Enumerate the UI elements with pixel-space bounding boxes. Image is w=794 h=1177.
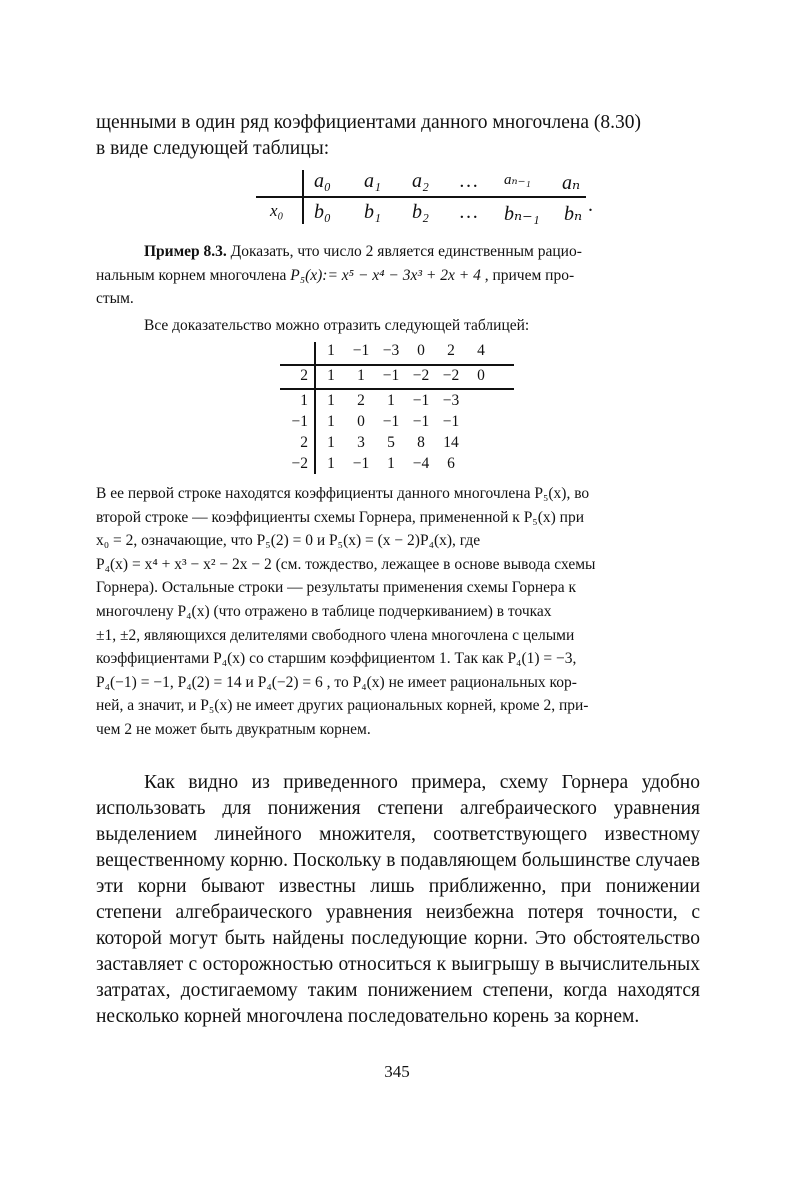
horner-cell: 5 <box>387 434 395 451</box>
scheme-bottom-2: b₂ <box>412 201 429 223</box>
horner-header-cell: −1 <box>352 342 370 359</box>
horner-row-point: −2 <box>291 455 308 472</box>
horner-cell: 1 <box>327 434 335 451</box>
horner-cell: 1 <box>387 455 395 472</box>
horner-cell: 3 <box>357 434 365 451</box>
horner-rule-header <box>280 364 514 366</box>
example-text-3: , причем про- <box>480 266 575 284</box>
page-number: 345 <box>384 1062 410 1081</box>
example-paragraph <box>96 240 700 311</box>
example-text-2: нальным корнем многочлена <box>96 266 291 284</box>
horner-cell: −4 <box>412 455 430 472</box>
scheme-top-2: a₂ <box>412 170 429 192</box>
horner-cell: −2 <box>412 367 430 384</box>
intro-paragraph <box>96 110 700 162</box>
horner-cell: 1 <box>357 367 365 384</box>
horner-row-point: 2 <box>300 367 308 384</box>
horner-cell: 6 <box>447 455 455 472</box>
explanation-line: ±1, ±2, являющихся делителями свободного члена многочлена с целыми <box>96 626 575 644</box>
horner-cell: 0 <box>357 413 365 430</box>
horner-cell: −1 <box>382 367 400 384</box>
intro-line-2: в виде следующей таблицы: <box>96 138 330 159</box>
scheme-bottom-4: bₙ₋₁ <box>504 203 540 225</box>
horner-cell: −1 <box>412 392 430 409</box>
explanation-paragraph <box>96 482 700 742</box>
horner-cell: 1 <box>327 455 335 472</box>
horner-cell: −1 <box>382 413 400 430</box>
horner-rule-first-row <box>280 388 514 390</box>
explanation-line: ней, а значит, и P₅(x) не имеет других рациональных корней, кроме 2, при- <box>96 697 589 715</box>
scheme-top-1: a₁ <box>364 170 381 192</box>
scheme-top-5: aₙ <box>562 172 581 194</box>
explanation-line: В ее первой строке находятся коэффициенты данного многочлена P₅(x), во <box>96 485 590 502</box>
scheme-bottom-3: … <box>460 201 478 223</box>
conclusion-paragraph <box>96 770 700 1030</box>
example-text-4: стым. <box>96 290 134 308</box>
conclusion-text: Как видно из приведенного примера, схему Горнера удобно использовать для понижения степени алгебраического уравнения выделением линейного множителя, соответствующего известному вещественному корню. Поскольку в подавляющем большинстве случаев эти корни бывают известны лишь приближенно, при понижении степени алгебраического уравнения неизбежна потеря точности, с которой могут быть найдены последующие корни. Это обстоятельство заставляет с осторожностью относиться к выигрышу в вычислительных затратах, достигаемому таким понижением степени, когда находятся несколько корней многочлена последовательно корень за корнем. <box>96 772 700 1027</box>
horner-cell: 2 <box>357 392 365 409</box>
scheme-horizontal-rule <box>256 196 586 198</box>
horner-cell: 1 <box>327 367 335 384</box>
explanation-line: чем 2 не может быть двукратным корнем. <box>96 720 371 738</box>
horner-cell: 0 <box>477 367 485 384</box>
horner-cell: 8 <box>417 434 425 451</box>
explanation-line: многочлену P₄(x) (что отражено в таблице подчеркиванием) в точках <box>96 602 552 620</box>
scheme-bottom-5: bₙ <box>564 203 583 225</box>
horner-cell: −1 <box>412 413 430 430</box>
proof-intro <box>96 314 700 338</box>
horner-cell: −3 <box>442 392 460 409</box>
scheme-bottom-1: b₁ <box>364 201 381 223</box>
scheme-top-4: aₙ₋₁ <box>504 172 531 188</box>
horner-cell: −1 <box>442 413 460 430</box>
proof-intro-text: Все доказательство можно отразить следующей таблицей: <box>144 317 530 334</box>
example-polynomial: P₅(x):= x⁵ − x⁴ − 3x³ + 2x + 4 <box>290 266 481 284</box>
horner-cell: 1 <box>387 392 395 409</box>
example-label: Пример 8.3. <box>144 243 227 260</box>
horner-cell: −1 <box>352 455 370 472</box>
horner-row-point: −1 <box>291 413 308 430</box>
horner-header-cell: 2 <box>447 342 455 359</box>
horner-table <box>280 340 520 476</box>
horner-cell: 14 <box>443 434 459 451</box>
explanation-line: x₀ = 2, означающие, что P₅(2) = 0 и P₅(x) = (x − 2)P₄(x), где <box>96 532 481 550</box>
explanation-line: P₄(−1) = −1, P₄(2) = 14 и P₄(−2) = 6 , то P₄(x) не имеет рациональных кор- <box>96 673 577 691</box>
scheme-bottom-0: b₀ <box>314 201 331 223</box>
example-text-1: Доказать, что число 2 является единственным рацио- <box>226 243 582 260</box>
intro-line-1: щенными в один ряд коэффициентами данного многочлена (8.30) <box>96 112 641 133</box>
horner-cell: −2 <box>442 367 460 384</box>
horner-header-cell: 1 <box>327 342 335 359</box>
scheme-top-3: … <box>460 170 478 192</box>
explanation-line: P₄(x) = x⁴ + x³ − x² − 2x − 2 (см. тождество, лежащее в основе вывода схемы <box>96 555 596 573</box>
horner-header-cell: 4 <box>477 342 485 359</box>
horner-cell: 1 <box>327 413 335 430</box>
horner-header-cell: 0 <box>417 342 425 359</box>
horner-cell: 1 <box>327 392 335 409</box>
explanation-line: второй строке — коэффициенты схемы Горнера, примененной к P₅(x) при <box>96 508 585 526</box>
horner-row-point: 1 <box>300 392 308 409</box>
horner-header-cell: −3 <box>382 342 400 359</box>
horner-row-point: 2 <box>300 434 308 451</box>
explanation-line: коэффициентами P₄(x) со старшим коэффициентом 1. Так как P₄(1) = −3, <box>96 650 577 668</box>
scheme-end-mark: . <box>588 194 593 216</box>
explanation-line: Горнера). Остальные строки — результаты применения схемы Горнера к <box>96 579 577 597</box>
scheme-top-0: a₀ <box>314 170 331 192</box>
horner-scheme-diagram <box>256 164 596 228</box>
scheme-side: x₀ <box>270 201 284 220</box>
